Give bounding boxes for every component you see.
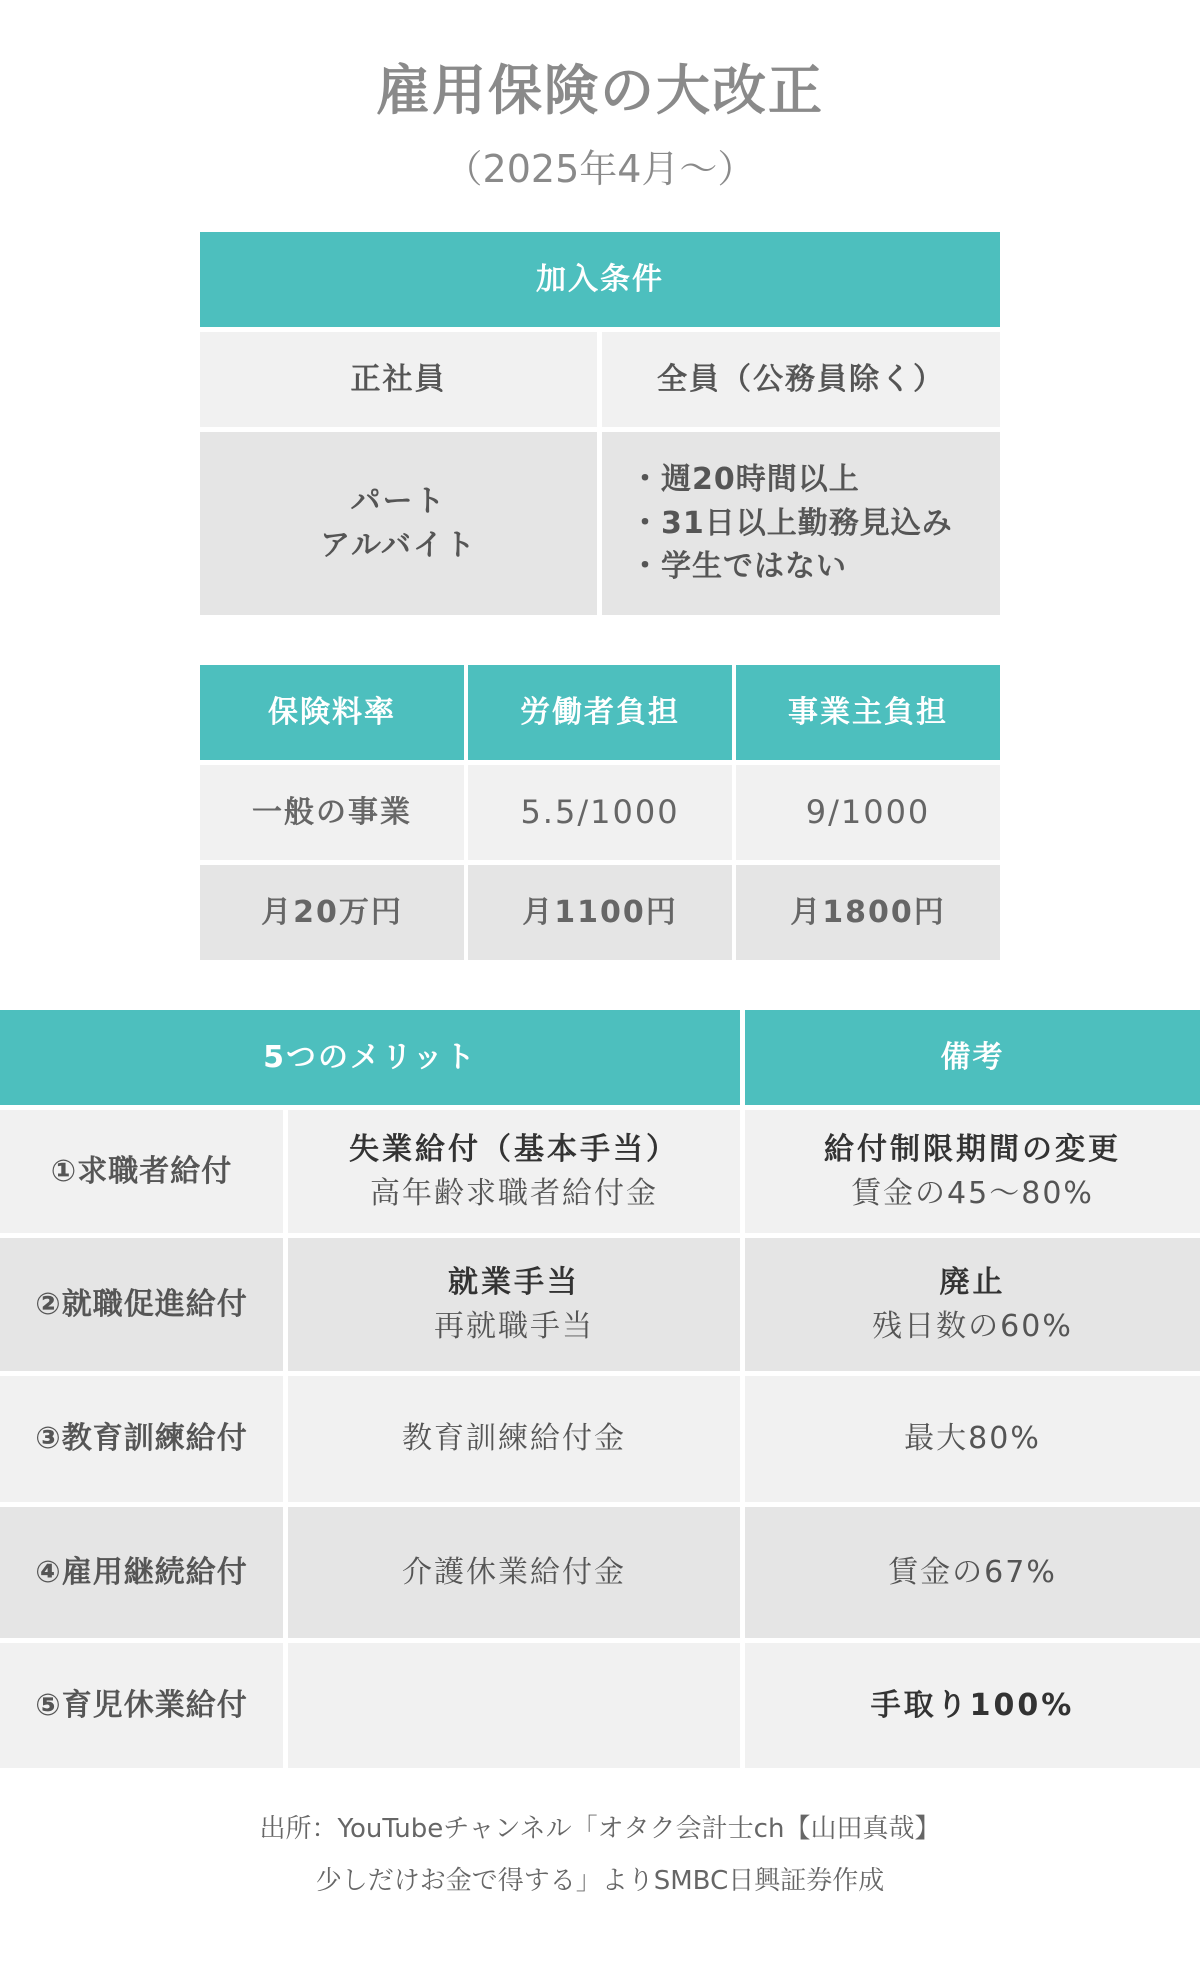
condition-item: ・31日以上勤務見込み	[630, 505, 953, 541]
conditions-list	[630, 458, 953, 589]
merit-detail-1	[288, 1110, 740, 1233]
enrollment-label-parttime-line1: パート	[350, 484, 447, 519]
rate-header-rate: 保険料率	[200, 665, 464, 760]
merits-header-main: 5つのメリット	[0, 1010, 740, 1105]
source-line-1: 出所：YouTubeチャンネル「オタク会計士ch【山田真哉】	[259, 1814, 941, 1844]
page-subtitle: （2025年4月〜）	[444, 147, 756, 191]
merit-label-3: ③教育訓練給付	[0, 1376, 283, 1502]
merit-note-1	[745, 1110, 1200, 1233]
merit-note-2-bold: 廃止	[939, 1265, 1006, 1300]
merit-detail-2-bold: 就業手当	[448, 1265, 580, 1300]
merit-note-2-text: 残日数の60%	[872, 1308, 1073, 1344]
rate-header-employer: 事業主負担	[736, 665, 1000, 760]
merit-detail-5	[288, 1643, 740, 1768]
rate-row-example-employer: 月1800円	[736, 865, 1000, 960]
merit-note-4: 賃金の67%	[745, 1507, 1200, 1638]
merit-note-1-text: 賃金の45〜80%	[851, 1175, 1094, 1211]
rate-row-example-label: 月20万円	[200, 865, 464, 960]
merit-label-4: ④雇用継続給付	[0, 1507, 283, 1638]
enrollment-value-fulltime: 全員（公務員除く）	[602, 332, 1000, 427]
rate-row-general-label: 一般の事業	[200, 765, 464, 860]
merit-label-1: ①求職者給付	[0, 1110, 283, 1233]
merit-label-2: ②就職促進給付	[0, 1238, 283, 1371]
merit-detail-4: 介護休業給付金	[288, 1507, 740, 1638]
enrollment-conditions-parttime	[602, 432, 1000, 615]
merit-note-3: 最大80%	[745, 1376, 1200, 1502]
merit-note-1-bold: 給付制限期間の変更	[824, 1132, 1121, 1167]
condition-item: ・学生ではない	[630, 549, 847, 585]
merit-detail-2	[288, 1238, 740, 1371]
condition-item: ・週20時間以上	[630, 462, 860, 498]
enrollment-label-parttime	[200, 432, 597, 615]
merits-header-note: 備考	[745, 1010, 1200, 1105]
merit-detail-3: 教育訓練給付金	[288, 1376, 740, 1502]
merit-note-2	[745, 1238, 1200, 1371]
rate-header-worker: 労働者負担	[468, 665, 732, 760]
rate-row-example-worker: 月1100円	[468, 865, 732, 960]
enrollment-label-fulltime: 正社員	[200, 332, 597, 427]
rate-row-general-worker: 5.5/1000	[468, 765, 732, 860]
merit-note-5: 手取り100%	[745, 1643, 1200, 1768]
source-line-2: 少しだけお金で得する」よりSMBC日興証券作成	[315, 1866, 885, 1896]
merit-label-5: ⑤育児休業給付	[0, 1643, 283, 1768]
merit-detail-1-text: 高年齢求職者給付金	[370, 1175, 658, 1211]
merit-detail-2-text: 再就職手当	[434, 1308, 594, 1344]
enrollment-label-parttime-line2: アルバイト	[320, 527, 477, 563]
rate-row-general-employer: 9/1000	[736, 765, 1000, 860]
page-title: 雇用保険の大改正	[376, 59, 824, 122]
enrollment-header: 加入条件	[200, 232, 1000, 327]
merit-detail-1-bold: 失業給付（基本手当）	[349, 1132, 679, 1167]
